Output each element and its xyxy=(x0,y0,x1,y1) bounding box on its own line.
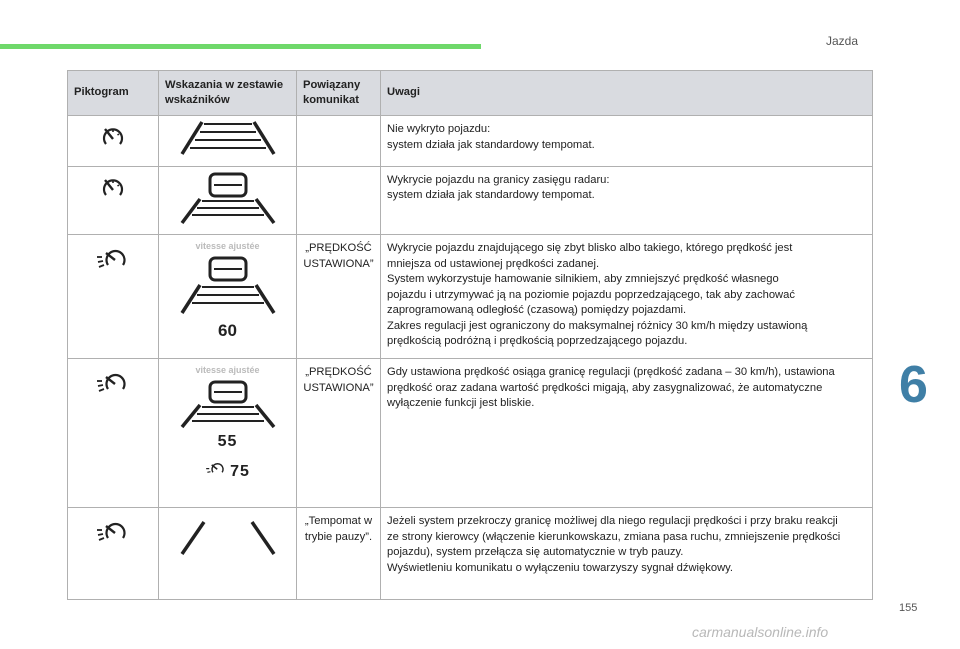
display-caption: vitesse ajustée xyxy=(195,241,260,251)
table-row xyxy=(68,235,873,359)
pictogram-cell xyxy=(68,235,159,359)
target-speed-value: 75 xyxy=(230,463,250,480)
display-cell xyxy=(159,359,297,508)
speedometer-braking-icon xyxy=(96,518,130,544)
note-line: Zakres regulacji jest ograniczony do maksymalnej różnicy 30 km/h między ustawioną xyxy=(387,319,808,332)
pictogram-cell xyxy=(68,508,159,600)
set-speed-value: 55 xyxy=(217,433,238,450)
col-header-display: Wskazania w zestawie wskaźników xyxy=(159,71,297,116)
chapter-number: 6 xyxy=(889,335,960,435)
note-line: pojazdu), system przełącza się automatycznie w tryb pauzy. xyxy=(387,546,684,558)
speedometer-braking-icon xyxy=(96,369,130,395)
flashing-set-speed xyxy=(159,434,296,456)
lane-lines-icon xyxy=(178,120,278,156)
display-cell xyxy=(159,235,297,359)
page-number: 155 xyxy=(899,602,918,614)
table-row xyxy=(68,116,873,167)
message-cell: „PRĘDKOŚĆ USTAWIONA” xyxy=(297,359,381,508)
note-line: ze strony kierowcy (włączenie kierunkowskazu, zmiana pasa ruchu, zmniejszenie prędkości xyxy=(387,530,841,543)
set-speed-value: 60 xyxy=(218,321,237,340)
message-cell xyxy=(297,166,381,235)
message-cell xyxy=(297,116,381,167)
speedometer-icon xyxy=(101,177,125,201)
watermark: carmanualsonline.info xyxy=(692,624,829,640)
vehicle-ahead-lanes-icon xyxy=(178,171,278,225)
note-line: prędkością podróżną i prędkością poprzedzającego pojazdu. xyxy=(387,335,688,347)
pictogram-cell xyxy=(68,166,159,235)
flashing-target-speed xyxy=(159,460,296,482)
notes-cell xyxy=(381,166,873,235)
notes-cell xyxy=(381,359,873,508)
display-cell xyxy=(159,508,297,600)
table-row xyxy=(68,359,873,508)
speedometer-braking-icon xyxy=(96,245,130,271)
note-line: zaprogramowaną odległość (czasową) pomiędzy pojazdami. xyxy=(387,304,687,316)
vehicle-ahead-lanes-icon xyxy=(178,255,278,317)
top-accent-bar xyxy=(0,44,481,49)
pictogram-cell xyxy=(68,359,159,508)
message-cell: „PRĘDKOŚĆ USTAWIONA” xyxy=(297,235,381,359)
note-line: Wyświetleniu komunikatu o wyłączeniu towarzyszy sygnał dźwiękowy. xyxy=(387,561,734,574)
vehicle-ahead-lanes-icon xyxy=(178,379,278,429)
pictogram-table xyxy=(67,70,873,600)
note-line: pojazdu i utrzymywać ją na poziomie pojazdu poprzedzającego, tak aby zachować xyxy=(387,288,795,301)
col-header-notes: Uwagi xyxy=(381,71,873,116)
speedometer-braking-icon xyxy=(205,460,227,476)
note-line: Jeżeli system przekroczy granicę możliwej dla niego regulacji prędkości i przy braku reakcji xyxy=(387,515,838,527)
display-cell xyxy=(159,166,297,235)
display-cell xyxy=(159,116,297,167)
note-line: Gdy ustawiona prędkość osiąga granicę regulacji (prędkość zadana – 30 km/h), ustawiona xyxy=(387,366,835,378)
pictogram-cell xyxy=(68,116,159,167)
message-cell: „Tempomat w trybie pauzy”. xyxy=(297,508,381,600)
section-title: Jazda xyxy=(826,34,859,48)
note-line: prędkość oraz zadana wartość prędkości migają, aby zasygnalizować, że automatyczne xyxy=(387,381,823,394)
note-line: system działa jak standardowy tempomat. xyxy=(387,138,595,151)
note-line: wyłączenie funkcji jest bliskie. xyxy=(387,397,535,409)
col-header-pictogram: Piktogram xyxy=(68,71,159,116)
notes-cell xyxy=(381,235,873,359)
note-line: Wykrycie pojazdu na granicy zasięgu radaru: xyxy=(387,173,610,186)
table-header-row xyxy=(68,71,873,116)
lane-edges-icon xyxy=(178,520,278,556)
table-row xyxy=(68,508,873,600)
col-header-message: Powiązany komunikat xyxy=(297,71,381,116)
note-line: mniejsza od ustawionej prędkości zadanej. xyxy=(387,257,600,270)
speedometer-icon xyxy=(101,126,125,150)
note-line: Wykrycie pojazdu znajdującego się zbyt blisko albo takiego, którego prędkość jest xyxy=(387,242,793,254)
note-line: Nie wykryto pojazdu: xyxy=(387,123,491,135)
notes-cell xyxy=(381,116,873,167)
display-caption: vitesse ajustée xyxy=(195,365,260,375)
table-row xyxy=(68,166,873,235)
notes-cell xyxy=(381,508,873,600)
note-line: System wykorzystuje hamowanie silnikiem, aby zmniejszyć prędkość własnego xyxy=(387,273,779,285)
note-line: system działa jak standardowy tempomat. xyxy=(387,189,595,201)
